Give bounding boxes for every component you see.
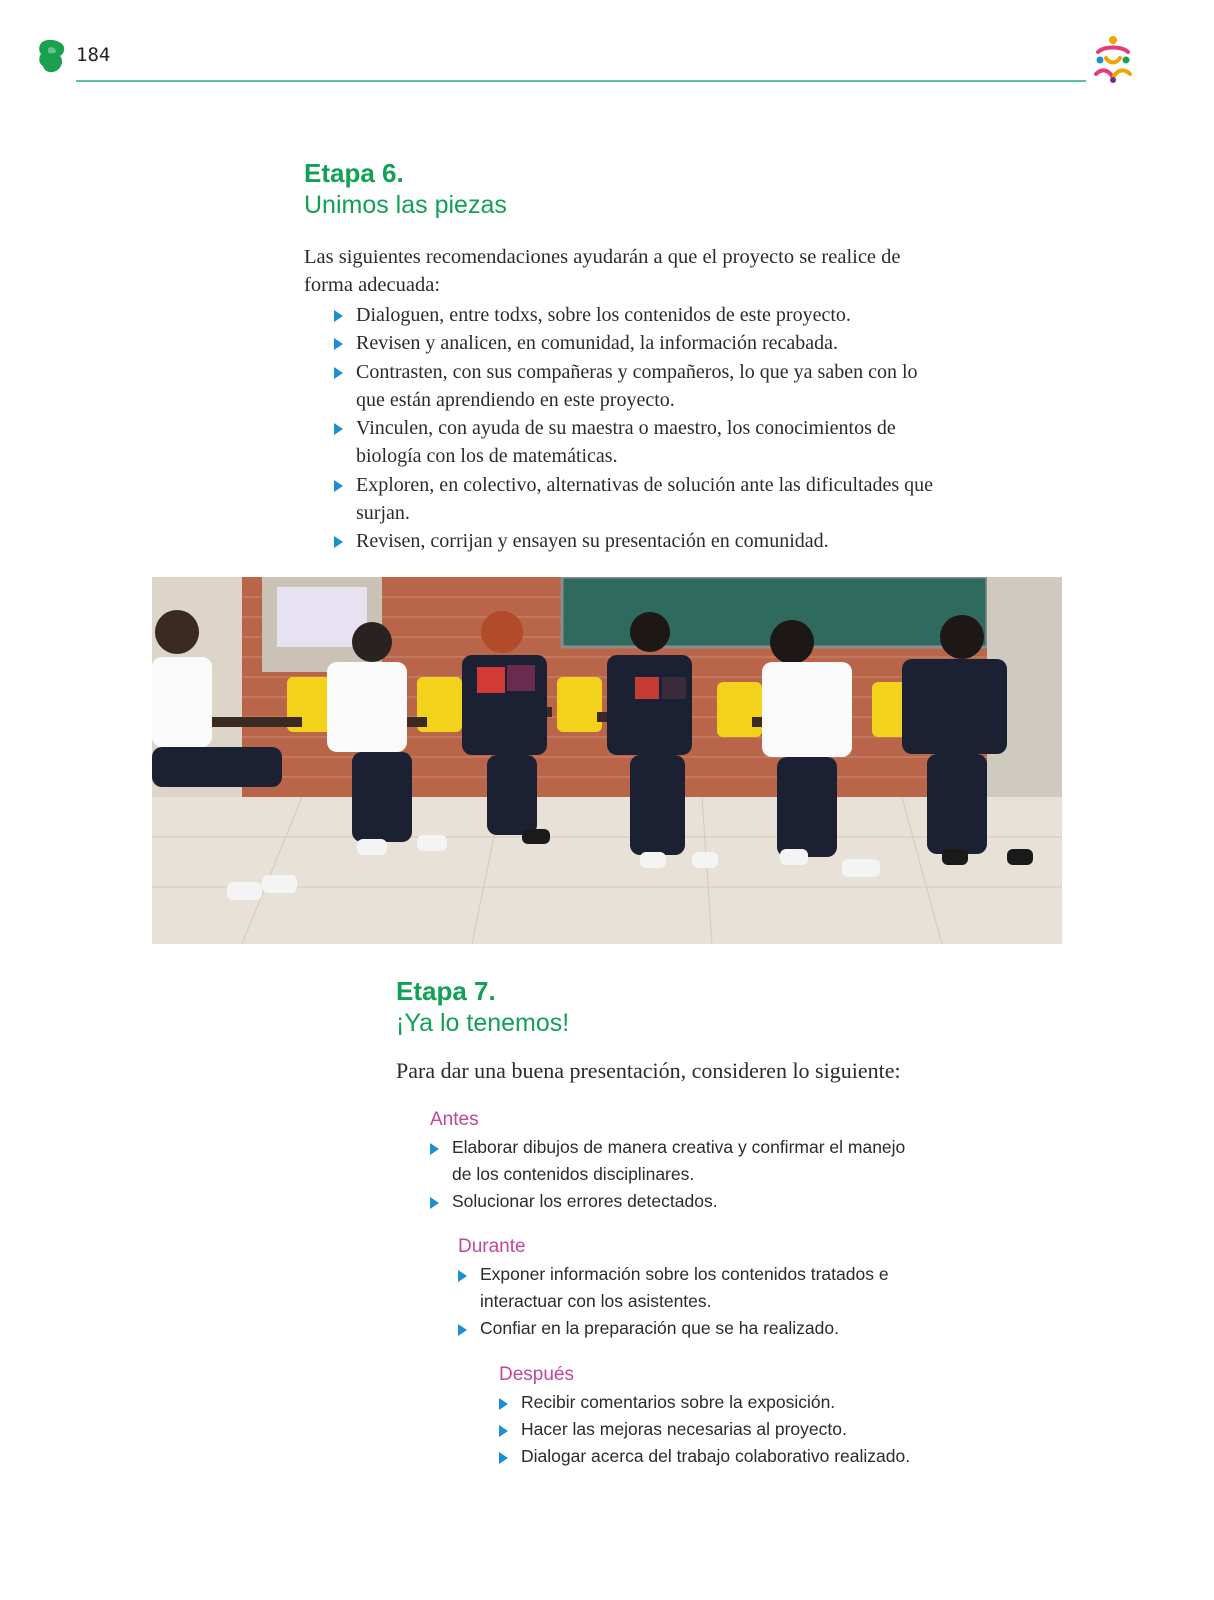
bullet-arrow-icon bbox=[499, 1425, 508, 1437]
bullet-arrow-icon bbox=[458, 1324, 467, 1336]
list-item: Elaborar dibujos de manera creativa y confirmar el manejo de los contenidos disciplinares. bbox=[430, 1134, 910, 1188]
list-item: Exploren, en colectivo, alternativas de solución ante las dificultades que surjan. bbox=[334, 471, 934, 528]
header-divider bbox=[76, 80, 1086, 82]
list-item: Confiar en la preparación que se ha realizado. bbox=[458, 1315, 938, 1342]
despues-list bbox=[499, 1389, 979, 1470]
bullet-arrow-icon bbox=[430, 1197, 439, 1209]
list-item: Contrasten, con sus compañeras y compañeros, lo que ya saben con lo que están aprendiendo en este proyecto. bbox=[334, 358, 934, 415]
stage7-title: ¡Ya lo tenemos! bbox=[396, 1009, 570, 1037]
stage7-heading bbox=[396, 975, 569, 1039]
despues-subheading: Después bbox=[499, 1364, 574, 1385]
list-item: Hacer las mejoras necesarias al proyecto. bbox=[499, 1416, 979, 1443]
bullet-arrow-icon bbox=[334, 423, 343, 435]
stage6-recommendations bbox=[334, 301, 934, 556]
bullet-arrow-icon bbox=[334, 536, 343, 548]
list-item: Vinculen, con ayuda de su maestra o maestro, los conocimientos de biología con los de matemáticas. bbox=[334, 414, 934, 471]
stage6-intro: Las siguientes recomendaciones ayudarán a que el proyecto se realice de forma adecuada: bbox=[304, 246, 901, 296]
bullet-arrow-icon bbox=[334, 367, 343, 379]
list-item: Dialogar acerca del trabajo colaborativo realizado. bbox=[499, 1443, 979, 1470]
list-item: Solucionar los errores detectados. bbox=[430, 1188, 910, 1215]
list-item: Revisen, corrijan y ensayen su presentación en comunidad. bbox=[334, 527, 934, 555]
bullet-arrow-icon bbox=[334, 338, 343, 350]
book-logo-icon bbox=[36, 38, 68, 74]
bullet-arrow-icon bbox=[430, 1143, 439, 1155]
list-item: Dialoguen, entre todxs, sobre los contenidos de este proyecto. bbox=[334, 301, 934, 329]
bullet-arrow-icon bbox=[334, 310, 343, 322]
antes-list bbox=[430, 1134, 910, 1215]
bullet-arrow-icon bbox=[458, 1270, 467, 1282]
list-item: Exponer información sobre los contenidos tratados e interactuar con los asistentes. bbox=[458, 1261, 938, 1315]
list-item: Revisen y analicen, en comunidad, la información recabada. bbox=[334, 329, 934, 357]
bullet-arrow-icon bbox=[499, 1452, 508, 1464]
community-logo-icon bbox=[1088, 34, 1138, 84]
list-item: Recibir comentarios sobre la exposición. bbox=[499, 1389, 979, 1416]
durante-subheading: Durante bbox=[458, 1236, 526, 1257]
page-number: 184 bbox=[76, 44, 111, 66]
classroom-photo bbox=[152, 577, 1062, 944]
stage6-number: Etapa 6. bbox=[304, 158, 404, 188]
stage6-title: Unimos las piezas bbox=[304, 191, 507, 219]
bullet-arrow-icon bbox=[499, 1398, 508, 1410]
stage7-intro: Para dar una buena presentación, consideren lo siguiente: bbox=[396, 1058, 901, 1083]
stage7-number: Etapa 7. bbox=[396, 976, 496, 1006]
stage6-heading bbox=[304, 157, 507, 221]
durante-list bbox=[458, 1261, 938, 1342]
bullet-arrow-icon bbox=[334, 480, 343, 492]
antes-subheading: Antes bbox=[430, 1109, 479, 1130]
